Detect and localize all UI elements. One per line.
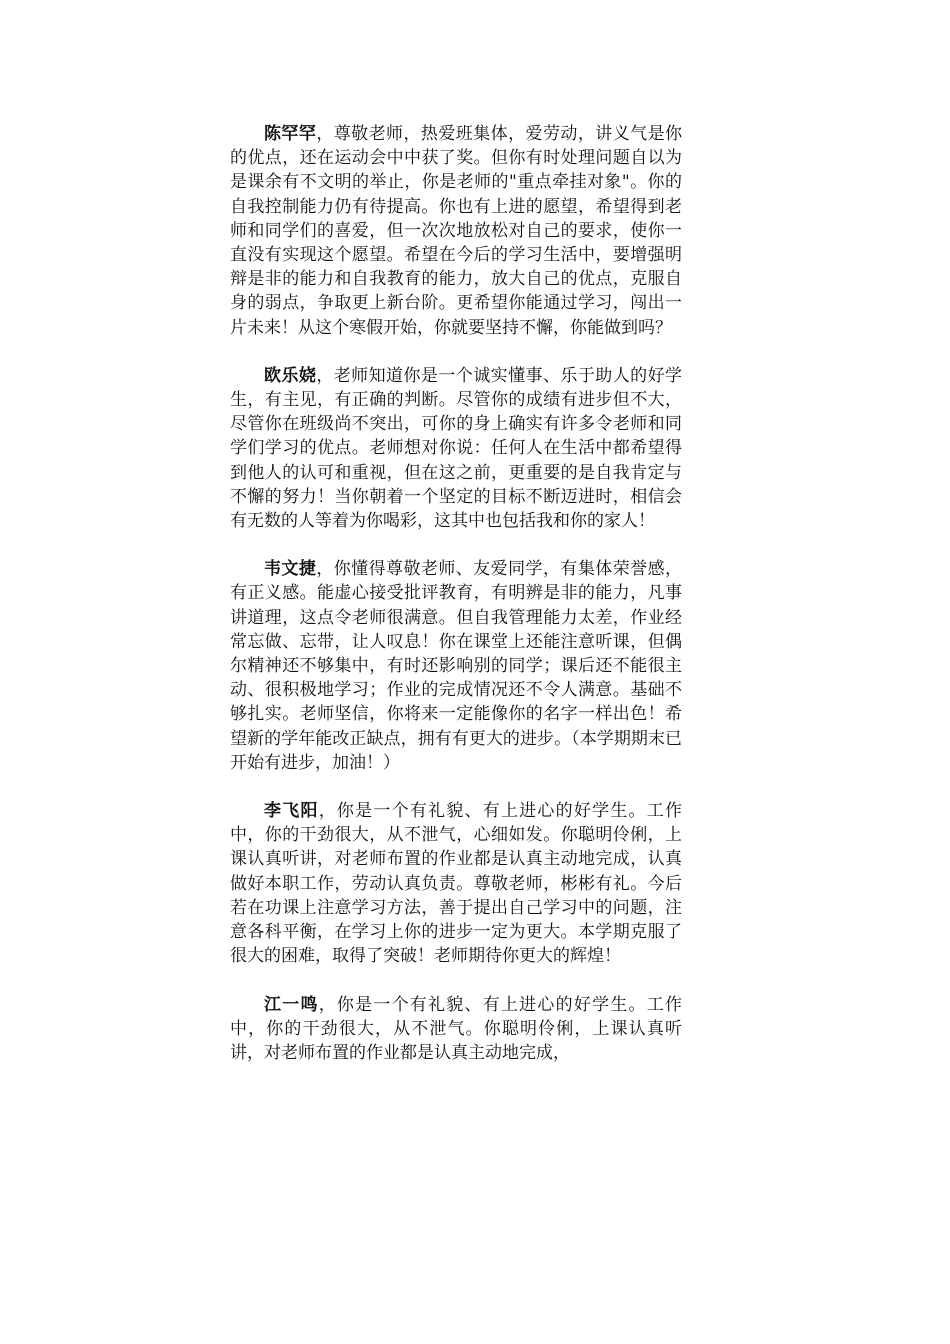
student-name: 江一鸣 (264, 994, 319, 1015)
comment-text: ，你是一个有礼貌、有上进心的好学生。工作中，你的干劲很大，从不泄气，心细如发。你聪明伶俐，上课认真听讲，对老师布置的作业都是认真主动地完成，认真做好本职工作，劳动认真负责。尊敬老师，彬彬有礼。今后若在功课上注意学习方法，善于提出自己学习中的问题，注意各科平衡，在学习上你的进步一定为更大。本学期克服了很大的困难，取得了突破！老师期待你更大的辉煌！ (230, 801, 683, 967)
student-name: 陈罕罕 (264, 124, 317, 144)
comment-text: ，你懂得尊敬老师、友爱同学，有集体荣誉感，有正义感。能虚心接受批评教育，有明辨是非的能力，凡事讲道理，这点令老师很满意。但自我管理能力太差，作业经常忘做、忘带，让人叹息！你在课堂上还能注意听课，但偶尔精神还不够集中，有时还影响别的同学；课后还不能很主动、很积极地学习；作业的完成情况还不令人满意。基础不够扎实。老师坚信，你将来一定能像你的名字一样出色！希望新的学年能改正缺点，拥有有更大的进步。（本学期期末已开始有进步，加油！） (230, 559, 683, 773)
student-comment (230, 799, 682, 968)
student-name: 欧乐娆 (264, 365, 317, 386)
comments-body (230, 122, 682, 1089)
student-name: 李飞阳 (264, 801, 319, 822)
comment-text: ，老师知道你是一个诚实懂事、乐于助人的好学生，有主见，有正确的判断。尽管你的成绩有进步但不大，尽管你在班级尚不突出，可你的身上确实有许多令老师和同学们学习的优点。老师想对你说：任何人在生活中都希望得到他人的认可和重视，但在这之前，更重要的是自我肯定与不懈的努力！当你朝着一个坚定的目标不断迈进时，相信会有无数的人等着为你喝彩，这其中也包括我和你的家人！ (230, 365, 683, 532)
student-comment (230, 122, 682, 340)
student-comment (230, 993, 682, 1066)
student-name: 韦文捷 (264, 559, 317, 580)
comment-text: ，你是一个有礼貌、有上进心的好学生。工作中，你的干劲很大，从不泄气。你聪明伶俐，上课认真听讲，对老师布置的作业都是认真主动地完成， (230, 994, 683, 1063)
student-comment (230, 364, 682, 533)
comment-text: ，尊敬老师，热爱班集体，爱劳动，讲义气是你的优点，还在运动会中中获了奖。但你有时处理问题自以为是课余有不文明的举止，你是老师的"重点牵挂对象"。你的自我控制能力仍有待提高。你也有上进的愿望，希望得到老师和同学们的喜爱，但一次次地放松对自己的要求，使你一直没有实现这个愿望。希望在今后的学习生活中，要增强明辩是非的能力和自我教育的能力，放大自己的优点，克服自身的弱点，争取更上新台阶。更希望你能通过学习，闯出一片未来！从这个寒假开始，你就要坚持不懈，你能做到吗？ (230, 124, 683, 338)
student-comment (230, 557, 682, 775)
